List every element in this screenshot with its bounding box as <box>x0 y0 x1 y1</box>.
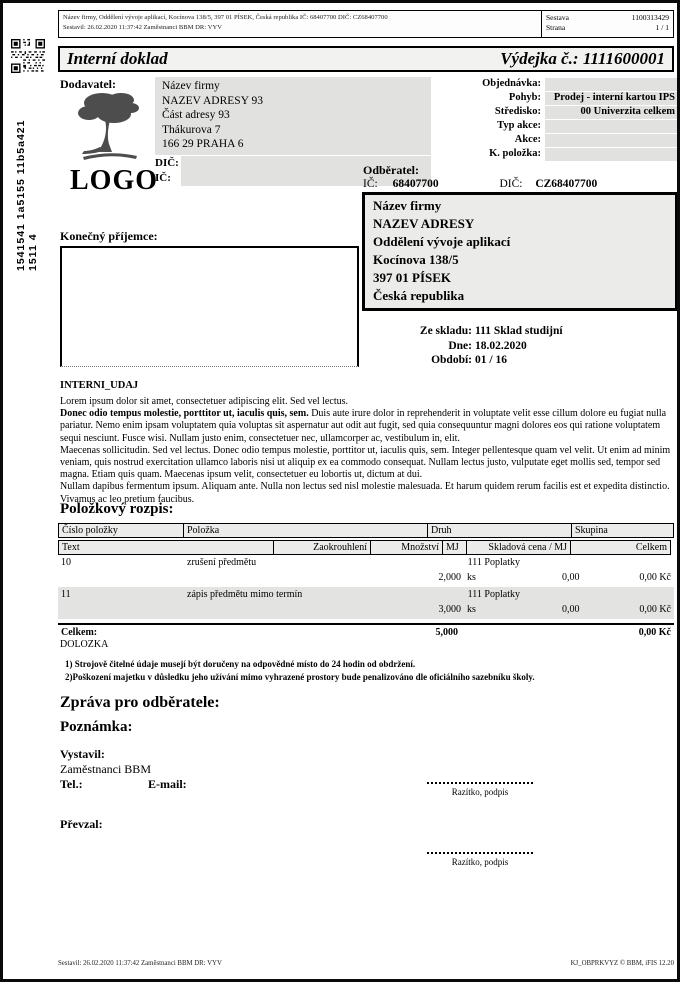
sestava-value: 1100313429 <box>631 13 669 22</box>
objednavka-value <box>545 78 678 91</box>
item-name: zápis předmětu mimo termín <box>187 589 303 600</box>
supplier-ic-label: IČ: <box>155 172 171 184</box>
paragraph: Donec odio tempus molestie, porttitor ut, iaculis quis, sem. Duis aute irure dolor in reprehenderit in voluptate velit esse cillum dolore eu fugiat nulla pariatur. Nemo enim ipsam voluptatem quia voluptas sit aspernatur aut odit aut fugit, sed quia consequuntur magni dolores eos qui ratione voluptatem sequi nesciunt. Fusce wisi. Nullam justo enim, consectetuer nec, ullamcorper ac, vestibulum in, elit. <box>60 408 667 444</box>
customer-address-line: Název firmy <box>373 198 442 213</box>
obdobi-label: Období: <box>431 354 472 366</box>
internal-note-header: INTERNI_UDAJ <box>60 380 139 391</box>
dne-value: 18.02.2020 <box>475 339 527 352</box>
item-total: 0,00 Kč <box>639 604 671 615</box>
customer-dic-label: DIČ: <box>499 178 523 190</box>
final-recipient-label: Konečný příjemce: <box>60 229 158 243</box>
supplier-dic-label: DIČ: <box>155 157 179 169</box>
prevzal-label: Převzal: <box>60 817 103 831</box>
item-unit-price: 0,00 <box>561 604 580 615</box>
pohyb-label: Pohyb: <box>508 92 541 103</box>
title-bar <box>58 46 674 72</box>
email-label: E-mail: <box>148 777 187 791</box>
customer-ic-label: IČ: <box>363 178 378 190</box>
vystavil-label: Vystavil: <box>60 747 105 761</box>
paragraph: Nullam dapibus fermentum ipsum. Aliquam ante. Nulla non lectus sed nisl molestie malesuada. Et harum quidem rerum facilis est et expedita distinctio. Vivamus ac leo pretium faucibus. <box>60 481 670 505</box>
item-type: 111 Poplatky <box>467 557 520 568</box>
strana-label: Strana <box>546 23 566 32</box>
items-table <box>58 523 674 642</box>
items-section-title: Položkový rozpis: <box>60 501 174 517</box>
table-header-row-2 <box>58 540 674 555</box>
pohyb-value: Prodej - interní kartou IPS <box>545 92 678 105</box>
table-header-row-1 <box>58 523 674 538</box>
customer-address-line: Oddělení vývoje aplikací <box>373 234 511 249</box>
tree-logo-icon <box>75 89 145 165</box>
customer-address-box <box>362 192 678 311</box>
customer-address-line: Česká republika <box>373 288 465 303</box>
objednavka-label: Objednávka: <box>482 78 541 89</box>
customer-address-line: NAZEV ADRESY <box>373 216 475 231</box>
customer-address-line: 397 01 PÍSEK <box>373 270 452 285</box>
stredisko-label: Středisko: <box>494 106 541 117</box>
margin-serial-number: 1541541 1a5155 11b5a421 1511 4 <box>15 119 39 271</box>
sestava-label: Sestava <box>546 13 569 22</box>
akce-value <box>545 134 678 147</box>
customer-ic-value: 68407700 <box>392 178 439 190</box>
table-row <box>58 587 674 619</box>
document-number: Výdejka č.: 1111600001 <box>500 49 665 68</box>
ze-skladu-value: 111 Sklad studijní <box>475 325 563 337</box>
note-line: 2)Poškození majetku v důsledku jeho užívání mimo vyhrazené prostory bude penalizováno dle oficiálního sazebníku školy. <box>65 672 535 682</box>
meta-header <box>58 10 674 38</box>
col-header: Množství <box>370 540 443 555</box>
col-header: Druh <box>427 523 572 538</box>
col-header: Skladová cena / MJ <box>466 540 571 555</box>
strana-value: 1 / 1 <box>655 23 669 32</box>
note-line: 1) Strojově čitelné údaje musejí být doručeny na odpovědné místo do 24 hodin od obdržení. <box>65 659 416 669</box>
page-footer <box>58 960 674 967</box>
signature-dotted-line <box>427 781 533 784</box>
item-type: 111 Poplatky <box>467 589 520 600</box>
item-quantity: 3,000 <box>438 604 461 615</box>
dne-label: Dne: <box>448 339 472 352</box>
table-row <box>58 555 674 587</box>
meta-header-line1: Název firmy, Oddělení vývoje aplikací, Kocínova 138/5, 397 01 PÍSEK, Česká republika IČ: 68407700 DIČ: CZ68407700 <box>63 14 388 21</box>
supplier-address-line: 166 29 PRAHA 6 <box>162 138 244 151</box>
logo-wordmark: LOGO <box>69 165 158 196</box>
supplier-address-line: Název firmy <box>162 80 220 92</box>
signature-area-issuer <box>421 781 539 797</box>
item-unit-price: 0,00 <box>561 572 580 583</box>
col-header: MJ <box>442 540 467 555</box>
internal-note-text <box>60 396 676 506</box>
col-header: Celkem <box>570 540 671 555</box>
col-header: Číslo položky <box>58 523 184 538</box>
k-polozka-value <box>545 148 678 161</box>
meta-header-line2: Sestavil: 26.02.2020 11:37:42 Zaměstnanci BBM DR: VYV <box>63 24 222 31</box>
stock-info <box>303 324 680 368</box>
supplier-address-line: Thákurova 7 <box>162 123 221 136</box>
supplier-address-box <box>155 77 431 155</box>
signature-area-receiver <box>421 851 539 867</box>
signature-caption: Razítko, podpis <box>451 787 509 797</box>
paragraph: Lorem ipsum dolor sit amet, consectetuer adipiscing elit. Sed vel lectus. <box>60 396 348 407</box>
paragraph: Maecenas sollicitudin. Sed vel lectus. Donec odio tempus molestie, porttitor ut, iaculis quis, sem. Integer pellentesque quam vel velit. Ut enim ad minim veniam, quis nostrud exercitation ullamco laboris nisi ut aliquip ex ea commodo consequat. Nullam lectus justo, vulputate eget mollis sed, tempor sed magna. Etiam quis quam. Maecenas ipsum velit, consectetuer eu lobortis ut, dictum at dui. <box>60 444 671 481</box>
item-number: 10 <box>61 557 71 568</box>
vystavil-value: Zaměstnanci BBM <box>60 762 151 776</box>
total-quantity: 5,000 <box>435 627 458 638</box>
item-unit: ks <box>467 572 476 583</box>
tel-label: Tel.: <box>60 777 83 791</box>
ze-skladu-label: Ze skladu: <box>419 325 472 337</box>
total-amount: 0,00 Kč <box>638 627 671 638</box>
supplier-label: Dodavatel: <box>60 77 116 91</box>
typ-akce-value <box>545 120 678 133</box>
document-type-title: Interní doklad <box>67 49 168 68</box>
qr-code-icon <box>11 39 45 73</box>
notes <box>65 658 671 684</box>
stredisko-value: 00 Univerzita celkem <box>545 106 678 119</box>
col-header: Zaokrouhlení <box>273 540 371 555</box>
col-header: Položka <box>183 523 428 538</box>
item-quantity: 2,000 <box>438 572 461 583</box>
akce-label: Akce: <box>514 134 541 145</box>
message-section-title: Zpráva pro odběratele: <box>60 694 220 711</box>
item-total: 0,00 Kč <box>639 572 671 583</box>
signature-dotted-line <box>427 851 533 854</box>
col-header: Skupina <box>571 523 674 538</box>
obdobi-value: 01 / 16 <box>475 354 507 366</box>
col-header: Text <box>58 540 274 555</box>
total-label: Celkem: <box>61 627 98 638</box>
k-polozka-label: K. položka: <box>489 148 541 159</box>
signature-caption: Razítko, podpis <box>451 857 509 867</box>
item-unit: ks <box>467 604 476 615</box>
supplier-address-line: NAZEV ADRESY 93 <box>162 94 263 107</box>
customer-address-line: Kocínova 138/5 <box>373 252 459 267</box>
poznamka-label: Poznámka: <box>60 719 133 735</box>
item-name: zrušení předmětu <box>187 557 257 568</box>
table-total-row <box>58 623 674 642</box>
page-footer-left: Sestavil: 26.02.2020 11:37:42 Zaměstnanci BBM DR: VYV <box>58 960 222 967</box>
customer-dic-value: CZ68407700 <box>535 178 598 190</box>
customer-label: Odběratel: <box>363 163 419 177</box>
typ-akce-label: Typ akce: <box>497 120 541 131</box>
item-number: 11 <box>61 589 71 600</box>
supplier-address-line: Část adresy 93 <box>162 109 230 122</box>
dolozka-label: DOLOZKA <box>60 639 109 650</box>
page-footer-right: KJ_OBPRKVYZ © BBM, iFIS 12.20 <box>570 960 674 967</box>
